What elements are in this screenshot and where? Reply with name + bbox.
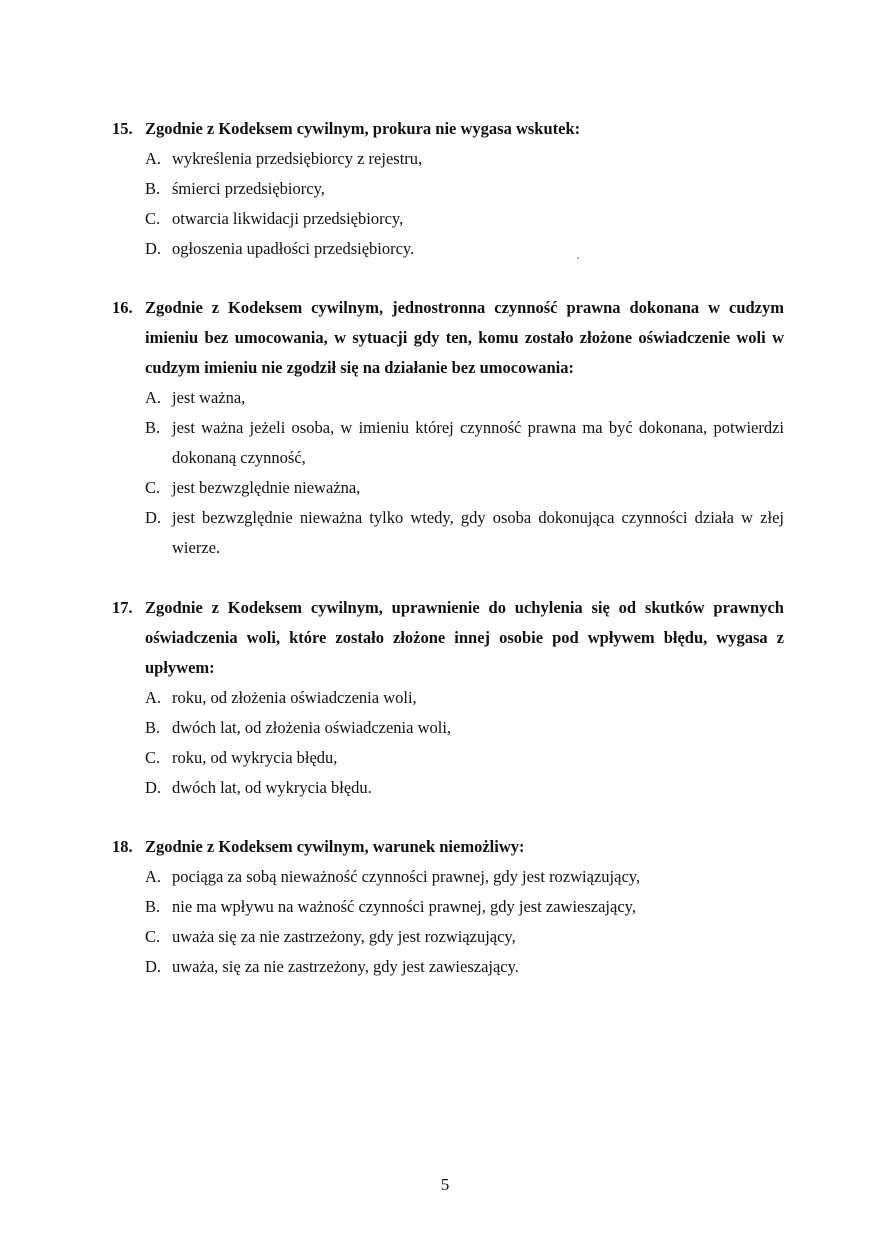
answer-options: [112, 862, 784, 982]
option-letter: D.: [145, 239, 162, 258]
option-text: pociąga za sobą nieważność czynności prawnej, gdy jest rozwiązujący,: [172, 867, 641, 886]
answer-option-c: [112, 922, 784, 952]
option-text: wykreślenia przedsiębiorcy z rejestru,: [172, 149, 423, 168]
answer-option-b: [112, 174, 784, 204]
option-letter: B.: [145, 897, 161, 916]
option-letter: A.: [145, 867, 162, 886]
option-letter: D.: [145, 957, 162, 976]
option-letter: B.: [145, 179, 161, 198]
option-text: nie ma wpływu na ważność czynności prawnej, gdy jest zawieszający,: [172, 897, 636, 916]
option-text: jest ważna jeżeli osoba, w imieniu której czynność prawna ma być dokonana, potwierdzi dokonaną czynność,: [172, 418, 784, 467]
scan-speck: [577, 257, 579, 259]
answer-option-c: [112, 473, 784, 503]
option-letter: C.: [145, 927, 161, 946]
option-text: śmierci przedsiębiorcy,: [172, 179, 325, 198]
answer-option-c: [112, 743, 784, 773]
answer-option-a: [112, 683, 784, 713]
question-17: [112, 593, 784, 803]
question-number: 15.: [112, 119, 133, 138]
option-text: jest ważna,: [172, 388, 246, 407]
option-text: roku, od złożenia oświadczenia woli,: [172, 688, 417, 707]
question-header: [112, 293, 784, 383]
answer-option-d: [112, 234, 784, 264]
question-text: Zgodnie z Kodeksem cywilnym, prokura nie wygasa wskutek:: [145, 119, 581, 138]
answer-option-d: [112, 773, 784, 803]
answer-option-b: [112, 892, 784, 922]
option-letter: D.: [145, 778, 162, 797]
option-letter: A.: [145, 388, 162, 407]
answer-option-b: [112, 713, 784, 743]
option-letter: B.: [145, 418, 161, 437]
option-text: jest bezwzględnie nieważna tylko wtedy, gdy osoba dokonująca czynności działa w złej wierze.: [172, 508, 784, 557]
option-letter: A.: [145, 688, 162, 707]
page-number: 5: [440, 1175, 450, 1194]
answer-options: [112, 683, 784, 803]
answer-option-b: [112, 413, 784, 473]
option-letter: D.: [145, 508, 162, 527]
option-text: uważa, się za nie zastrzeżony, gdy jest zawieszający.: [172, 957, 519, 976]
answer-option-d: [112, 952, 784, 982]
answer-option-c: [112, 204, 784, 234]
option-letter: C.: [145, 209, 161, 228]
option-text: dwóch lat, od wykrycia błędu.: [172, 778, 372, 797]
answer-option-a: [112, 383, 784, 413]
question-text: Zgodnie z Kodeksem cywilnym, warunek niemożliwy:: [145, 837, 525, 856]
option-text: uważa się za nie zastrzeżony, gdy jest rozwiązujący,: [172, 927, 516, 946]
question-header: [112, 114, 784, 144]
question-18: [112, 832, 784, 982]
option-text: roku, od wykrycia błędu,: [172, 748, 338, 767]
answer-options: [112, 144, 784, 264]
option-letter: A.: [145, 149, 162, 168]
option-letter: C.: [145, 478, 161, 497]
answer-option-a: [112, 862, 784, 892]
option-text: jest bezwzględnie nieważna,: [172, 478, 361, 497]
answer-options: [112, 383, 784, 563]
question-header: [112, 832, 784, 862]
question-number: 18.: [112, 837, 133, 856]
question-text: Zgodnie z Kodeksem cywilnym, uprawnienie do uchylenia się od skutków prawnych oświadczenia woli, które zostało złożone innej osobie pod wpływem błędu, wygasa z upływem:: [145, 598, 784, 677]
option-text: dwóch lat, od złożenia oświadczenia woli,: [172, 718, 452, 737]
question-15: [112, 114, 784, 264]
option-text: otwarcia likwidacji przedsiębiorcy,: [172, 209, 404, 228]
option-text: ogłoszenia upadłości przedsiębiorcy.: [172, 239, 415, 258]
answer-option-a: [112, 144, 784, 174]
question-number: 17.: [112, 598, 133, 617]
option-letter: C.: [145, 748, 161, 767]
option-letter: B.: [145, 718, 161, 737]
question-16: [112, 293, 784, 563]
answer-option-d: [112, 503, 784, 563]
question-text: Zgodnie z Kodeksem cywilnym, jednostronna czynność prawna dokonana w cudzym imieniu bez umocowania, w sytuacji gdy ten, komu zostało złożone oświadczenie woli w cudzym imieniu nie zgodził się na działanie bez umocowania:: [145, 298, 784, 377]
question-number: 16.: [112, 298, 133, 317]
question-header: [112, 593, 784, 683]
